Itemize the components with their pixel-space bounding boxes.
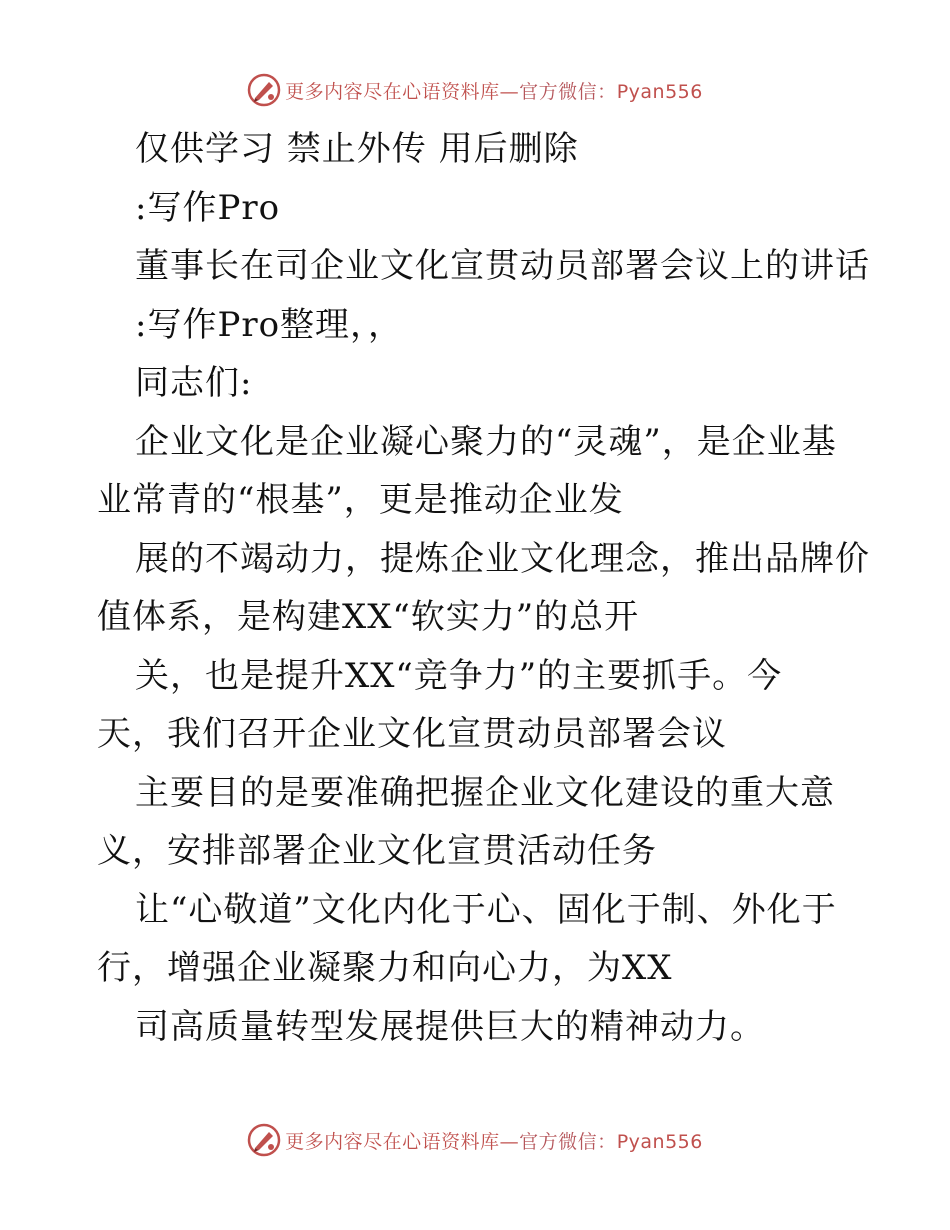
watermark-site-name: 更多内容尽在心语资料库	[285, 1130, 500, 1153]
doc-line: 仅供学习 禁止外传 用后删除	[135, 129, 579, 169]
doc-line: :写作Pro	[135, 187, 281, 228]
document-body	[97, 120, 870, 1056]
watermark-text	[285, 1127, 703, 1154]
doc-line: 义，安排部署企业文化宣贯活动任务	[97, 831, 657, 871]
doc-line: 展的不竭动力，提炼企业文化理念，推出品牌价	[135, 538, 870, 579]
watermark-wechat-id: Pyan556	[616, 1130, 703, 1153]
doc-line: 业常青的“根基”，更是推动企业发	[97, 480, 624, 520]
doc-line: 行，增强企业凝聚力和向心力，为XX	[97, 948, 673, 988]
watermark-wechat-label: 官方微信：	[519, 1130, 617, 1153]
doc-salutation: 同志们:	[135, 363, 253, 403]
watermark-separator: —	[499, 1130, 520, 1153]
watermark-site-name: 更多内容尽在心语资料库	[285, 80, 500, 103]
doc-line: 天，我们召开企业文化宣贯动员部署会议	[97, 714, 727, 754]
doc-line: 值体系，是构建XX“软实力”的总开	[97, 597, 640, 637]
doc-line: 主要目的是要准确把握企业文化建设的重大意	[135, 772, 835, 813]
pen-logo-icon	[247, 1123, 281, 1157]
doc-line: 让“心敬道”文化内化于心、固化于制、外化于	[135, 889, 837, 930]
doc-line: :写作Pro整理，，	[135, 304, 404, 345]
watermark-text	[285, 77, 703, 104]
watermark-separator: —	[499, 80, 520, 103]
watermark-wechat-id: Pyan556	[616, 80, 703, 103]
watermark-wechat-label: 官方微信：	[519, 80, 617, 103]
doc-line: 司高质量转型发展提供巨大的精神动力。	[135, 1006, 765, 1047]
footer-watermark-banner	[0, 1120, 950, 1160]
doc-title: 董事长在司企业文化宣贯动员部署会议上的讲话	[135, 246, 870, 286]
header-watermark-banner	[0, 70, 950, 110]
doc-line: 企业文化是企业凝心聚力的“灵魂”，是企业基	[135, 421, 837, 462]
doc-line: 关，也是提升XX“竞争力”的主要抓手。今	[135, 655, 783, 696]
pen-logo-icon	[247, 73, 281, 107]
